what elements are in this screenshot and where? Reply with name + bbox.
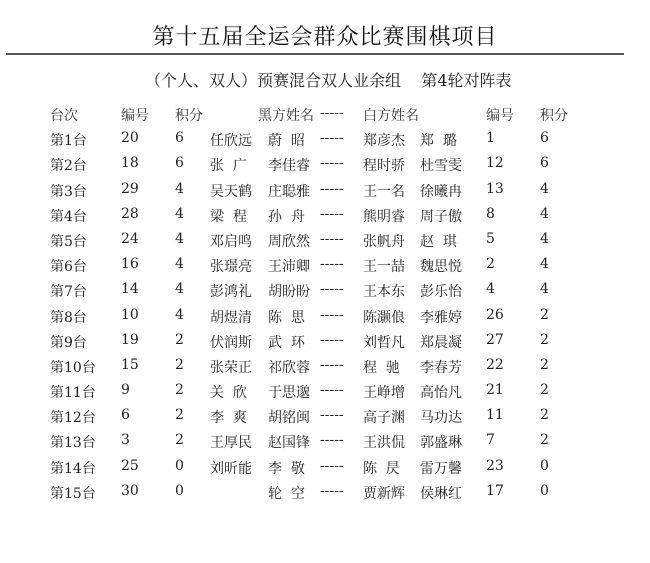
cell-table-number: 第6台	[50, 259, 87, 276]
cell-white-score: 2	[540, 382, 549, 399]
table-body	[0, 128, 650, 506]
cell-table-number: 第7台	[50, 284, 87, 301]
cell-black-score: 4	[175, 205, 184, 222]
cell-white-score: 2	[540, 356, 549, 373]
header-white-score: 积分	[540, 108, 568, 124]
cell-white-score: 0	[540, 482, 549, 499]
table-row	[0, 405, 650, 430]
cell-black-player-2: 庄聪雅	[268, 183, 310, 200]
cell-white-number: 5	[486, 230, 495, 247]
cell-black-player-1: 任欣远	[210, 133, 252, 150]
cell-white-number: 7	[486, 432, 495, 449]
cell-black-player-2: 王沛卿	[268, 259, 310, 276]
cell-white-player-2: 郭盛琳	[420, 435, 462, 452]
cell-black-number: 30	[121, 482, 139, 499]
cell-black-player-1: 张荣正	[210, 359, 252, 376]
cell-black-player-2: 李 敬	[268, 460, 305, 477]
cell-table-number: 第11台	[50, 385, 96, 402]
cell-table-number: 第3台	[50, 183, 87, 200]
cell-black-score: 6	[175, 130, 184, 147]
cell-white-player-1: 贾新辉	[363, 485, 405, 502]
cell-white-score: 4	[540, 281, 549, 298]
cell-separator: -----	[320, 407, 344, 424]
table-row	[0, 254, 650, 279]
cell-separator: -----	[320, 306, 344, 323]
page-subtitle: （个人、双人）预赛混合双人业余组 第4轮对阵表	[145, 71, 512, 90]
cell-table-number: 第13台	[50, 435, 96, 452]
cell-white-score: 2	[540, 331, 549, 348]
cell-separator: -----	[320, 205, 344, 222]
cell-white-number: 8	[486, 205, 495, 222]
cell-black-number: 29	[121, 180, 139, 197]
cell-separator: -----	[320, 155, 344, 172]
cell-black-number: 15	[121, 356, 139, 373]
cell-black-player-2: 武 环	[268, 334, 305, 351]
cell-white-player-1: 程时骄	[363, 158, 405, 175]
cell-white-player-1: 熊明睿	[363, 208, 405, 225]
cell-white-player-2: 高怡凡	[420, 385, 462, 402]
cell-black-number: 20	[121, 130, 139, 147]
table-header-row	[0, 103, 650, 128]
cell-white-number: 11	[486, 407, 504, 424]
cell-black-player-2: 胡盼盼	[268, 284, 310, 301]
table-row	[0, 430, 650, 455]
cell-separator: -----	[320, 180, 344, 197]
cell-white-player-1: 王峥增	[363, 385, 405, 402]
cell-white-player-2: 周子傲	[420, 208, 462, 225]
title-divider	[6, 53, 624, 55]
header-black-name: 黑方姓名	[258, 108, 314, 124]
cell-black-player-2: 孙 舟	[268, 208, 305, 225]
cell-black-number: 25	[121, 457, 139, 474]
cell-black-number: 10	[121, 306, 139, 323]
cell-separator: -----	[320, 331, 344, 348]
cell-white-score: 2	[540, 306, 549, 323]
cell-black-score: 4	[175, 230, 184, 247]
table-row	[0, 330, 650, 355]
cell-white-player-1: 郑彦杰	[363, 133, 405, 150]
cell-white-number: 13	[486, 180, 504, 197]
table-row	[0, 456, 650, 481]
cell-black-player-2: 周欣然	[268, 233, 310, 250]
cell-black-player-2: 于思邈	[268, 385, 310, 402]
cell-table-number: 第8台	[50, 309, 87, 326]
cell-separator: -----	[320, 130, 344, 147]
cell-table-number: 第14台	[50, 460, 96, 477]
cell-white-player-2: 郑晨凝	[420, 334, 462, 351]
cell-white-player-2: 徐曦冉	[420, 183, 462, 200]
cell-white-number: 21	[486, 382, 504, 399]
table-row	[0, 355, 650, 380]
cell-white-score: 2	[540, 407, 549, 424]
cell-table-number: 第12台	[50, 410, 96, 427]
pairings-table	[0, 103, 650, 506]
cell-white-player-2: 杜雪雯	[420, 158, 462, 175]
cell-separator: -----	[320, 356, 344, 373]
cell-white-player-1: 王洪侃	[363, 435, 405, 452]
header-table-number: 台次	[50, 108, 78, 124]
cell-black-player-2: 祁欣蓉	[268, 359, 310, 376]
cell-white-player-2: 魏思悦	[420, 259, 462, 276]
cell-separator: -----	[320, 457, 344, 474]
cell-black-player-1: 张璟亮	[210, 259, 252, 276]
cell-black-score: 2	[175, 331, 184, 348]
header-separator: -----	[320, 105, 344, 121]
cell-white-number: 27	[486, 331, 504, 348]
cell-black-player-1: 刘昕能	[210, 460, 252, 477]
cell-black-number: 6	[121, 407, 130, 424]
cell-black-score: 6	[175, 155, 184, 172]
cell-white-player-1: 王一喆	[363, 259, 405, 276]
table-row	[0, 204, 650, 229]
cell-black-player-1: 王厚民	[210, 435, 252, 452]
cell-white-score: 4	[540, 205, 549, 222]
cell-white-player-2: 马功达	[420, 410, 462, 427]
cell-white-player-1: 王一名	[363, 183, 405, 200]
cell-black-score: 0	[175, 482, 184, 499]
cell-black-number: 19	[121, 331, 139, 348]
cell-white-player-2: 李雅婷	[420, 309, 462, 326]
table-row	[0, 153, 650, 178]
table-row	[0, 380, 650, 405]
cell-black-player-2: 蔚 昭	[268, 133, 305, 150]
cell-table-number: 第9台	[50, 334, 87, 351]
cell-table-number: 第4台	[50, 208, 87, 225]
cell-table-number: 第1台	[50, 133, 87, 150]
cell-white-number: 12	[486, 155, 504, 172]
cell-white-score: 4	[540, 256, 549, 273]
header-black-number: 编号	[121, 108, 149, 124]
cell-black-score: 4	[175, 256, 184, 273]
cell-black-player-2: 胡铭闽	[268, 410, 310, 427]
cell-white-number: 22	[486, 356, 504, 373]
cell-black-player-1: 关 欣	[210, 385, 247, 402]
cell-black-player-2: 陈 思	[268, 309, 305, 326]
cell-white-player-1: 陈灏俍	[363, 309, 405, 326]
cell-black-player-1: 吴天鹤	[210, 183, 252, 200]
cell-black-number: 9	[121, 382, 130, 399]
cell-black-player-1: 张 广	[210, 158, 247, 175]
table-row	[0, 229, 650, 254]
cell-black-player-2: 赵国锋	[268, 435, 310, 452]
cell-white-player-2: 李春芳	[420, 359, 462, 376]
cell-white-player-1: 张帆舟	[363, 233, 405, 250]
cell-black-score: 4	[175, 180, 184, 197]
cell-white-player-1: 程 驰	[363, 359, 400, 376]
table-row	[0, 128, 650, 153]
cell-white-number: 2	[486, 256, 495, 273]
header-white-name: 白方姓名	[363, 108, 419, 124]
cell-white-player-1: 陈 昃	[363, 460, 400, 477]
table-row	[0, 305, 650, 330]
cell-separator: -----	[320, 256, 344, 273]
cell-white-number: 23	[486, 457, 504, 474]
cell-black-player-2: 轮 空	[268, 485, 305, 502]
cell-white-score: 6	[540, 155, 549, 172]
cell-separator: -----	[320, 382, 344, 399]
cell-separator: -----	[320, 432, 344, 449]
cell-black-score: 2	[175, 432, 184, 449]
cell-black-score: 2	[175, 356, 184, 373]
cell-black-player-1: 伏润斯	[210, 334, 252, 351]
cell-black-player-1: 邓启鸣	[210, 233, 252, 250]
cell-black-player-1: 李 爽	[210, 410, 247, 427]
cell-white-player-2: 郑 璐	[420, 133, 457, 150]
cell-white-player-2: 雷万馨	[420, 460, 462, 477]
cell-black-number: 28	[121, 205, 139, 222]
cell-white-player-2: 彭乐怡	[420, 284, 462, 301]
cell-white-player-2: 侯琳红	[420, 485, 462, 502]
cell-black-number: 24	[121, 230, 139, 247]
cell-black-number: 16	[121, 256, 139, 273]
table-row	[0, 481, 650, 506]
cell-separator: -----	[320, 281, 344, 298]
cell-table-number: 第10台	[50, 359, 96, 376]
cell-white-player-1: 王本东	[363, 284, 405, 301]
cell-separator: -----	[320, 482, 344, 499]
cell-black-player-1: 彭鸿礼	[210, 284, 252, 301]
cell-white-score: 2	[540, 432, 549, 449]
page-title: 第十五届全运会群众比赛围棋项目	[152, 25, 498, 50]
cell-table-number: 第2台	[50, 158, 87, 175]
cell-separator: -----	[320, 230, 344, 247]
cell-white-score: 6	[540, 130, 549, 147]
cell-black-player-1: 梁 程	[210, 208, 247, 225]
cell-white-number: 4	[486, 281, 495, 298]
cell-black-number: 14	[121, 281, 139, 298]
cell-black-number: 18	[121, 155, 139, 172]
cell-white-player-1: 刘哲凡	[363, 334, 405, 351]
table-row	[0, 179, 650, 204]
cell-white-number: 26	[486, 306, 504, 323]
cell-black-player-2: 李佳睿	[268, 158, 310, 175]
cell-black-score: 2	[175, 407, 184, 424]
cell-white-score: 4	[540, 230, 549, 247]
cell-table-number: 第15台	[50, 485, 96, 502]
cell-black-score: 4	[175, 306, 184, 323]
cell-white-player-2: 赵 琪	[420, 233, 457, 250]
cell-white-score: 0	[540, 457, 549, 474]
cell-black-player-1: 胡煜清	[210, 309, 252, 326]
header-black-score: 积分	[175, 108, 203, 124]
cell-black-score: 0	[175, 457, 184, 474]
cell-white-player-1: 高子渊	[363, 410, 405, 427]
cell-white-number: 17	[486, 482, 504, 499]
header-white-number: 编号	[486, 108, 514, 124]
cell-black-score: 2	[175, 382, 184, 399]
cell-table-number: 第5台	[50, 233, 87, 250]
cell-black-number: 3	[121, 432, 130, 449]
cell-white-number: 1	[486, 130, 495, 147]
cell-white-score: 4	[540, 180, 549, 197]
table-row	[0, 279, 650, 304]
cell-black-score: 4	[175, 281, 184, 298]
